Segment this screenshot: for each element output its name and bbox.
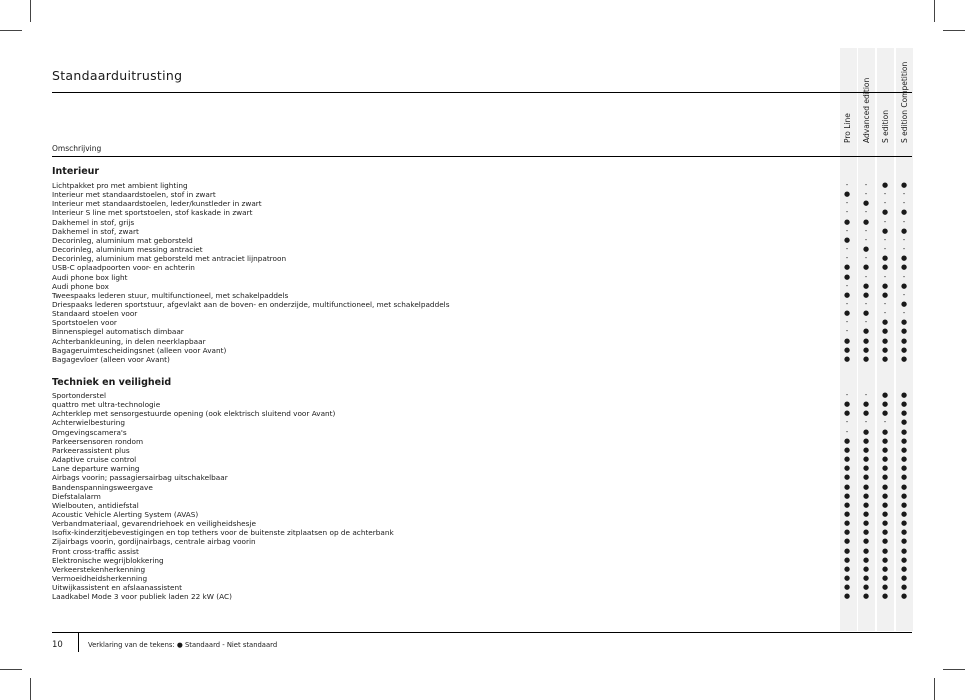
feature-label: Achterbankleuning, in delen neerklapbaar bbox=[52, 336, 206, 346]
standard-dot: ● bbox=[843, 272, 851, 281]
standard-dot: ● bbox=[862, 427, 870, 436]
standard-dot: ● bbox=[843, 400, 851, 409]
standard-dot: ● bbox=[881, 464, 889, 473]
standard-dot: ● bbox=[900, 400, 908, 409]
feature-label: Bandenspanningsweergave bbox=[52, 482, 153, 492]
standard-dot: ● bbox=[843, 473, 851, 482]
table-row bbox=[52, 400, 912, 409]
feature-label: Laadkabel Mode 3 voor publiek laden 22 kW (AC) bbox=[52, 592, 232, 602]
standard-dot: ● bbox=[900, 409, 908, 418]
not-standard-dash: - bbox=[883, 309, 887, 318]
table-row bbox=[52, 227, 912, 236]
standard-dot: ● bbox=[900, 537, 908, 546]
table-row bbox=[52, 592, 912, 601]
standard-dot: ● bbox=[843, 235, 851, 244]
standard-dot: ● bbox=[843, 336, 851, 345]
standard-dot: ● bbox=[862, 482, 870, 491]
crop-mark bbox=[943, 30, 965, 31]
standard-dot: ● bbox=[881, 181, 889, 189]
not-standard-dash: - bbox=[864, 235, 868, 244]
standard-dot: ● bbox=[881, 290, 889, 299]
table-row bbox=[52, 547, 912, 556]
standard-dot: ● bbox=[862, 509, 870, 518]
not-standard-dash: - bbox=[864, 208, 868, 217]
table-row bbox=[52, 391, 912, 400]
not-standard-dash: - bbox=[864, 272, 868, 281]
standard-dot: ● bbox=[843, 528, 851, 537]
feature-label: Verkeerstekenherkenning bbox=[52, 564, 146, 574]
standard-dot: ● bbox=[862, 345, 870, 354]
standard-dot: ● bbox=[862, 217, 870, 226]
standard-dot: ● bbox=[900, 418, 908, 427]
standard-dot: ● bbox=[862, 436, 870, 445]
not-standard-dash: - bbox=[845, 327, 849, 336]
standard-dot: ● bbox=[881, 318, 889, 327]
standard-dot: ● bbox=[900, 482, 908, 491]
not-standard-dash: - bbox=[845, 318, 849, 327]
not-standard-dash: - bbox=[883, 272, 887, 281]
feature-label: Interieur S line met sportstoelen, stof kaskade in zwart bbox=[52, 208, 253, 218]
table-row bbox=[52, 574, 912, 583]
table-row bbox=[52, 528, 912, 537]
feature-label: Decorinleg, aluminium mat geborsteld met antraciet lijnpatroon bbox=[52, 254, 287, 264]
standard-dot: ● bbox=[862, 455, 870, 464]
standard-dot: ● bbox=[843, 190, 851, 199]
standard-dot: ● bbox=[900, 299, 908, 308]
crop-mark bbox=[0, 30, 22, 31]
not-standard-dash: - bbox=[845, 254, 849, 263]
standard-dot: ● bbox=[843, 354, 851, 363]
standard-dot: ● bbox=[862, 464, 870, 473]
table-row bbox=[52, 556, 912, 565]
feature-label: Dakhemel in stof, zwart bbox=[52, 226, 139, 236]
not-standard-dash: - bbox=[845, 427, 849, 436]
standard-dot: ● bbox=[900, 509, 908, 518]
standard-dot: ● bbox=[881, 345, 889, 354]
not-standard-dash: - bbox=[883, 299, 887, 308]
feature-label: Tweespaaks lederen stuur, multifunctioneel, met schakelpaddels bbox=[52, 290, 289, 300]
standard-dot: ● bbox=[881, 537, 889, 546]
standard-dot: ● bbox=[881, 574, 889, 582]
not-standard-dash: - bbox=[845, 208, 849, 217]
standard-dot: ● bbox=[881, 583, 889, 592]
standard-dot: ● bbox=[843, 537, 851, 546]
feature-label: Audi phone box bbox=[52, 281, 109, 291]
page-number: 10 bbox=[52, 640, 63, 650]
standard-dot: ● bbox=[862, 519, 870, 528]
standard-dot: ● bbox=[843, 574, 851, 582]
standard-dot: ● bbox=[862, 199, 870, 208]
crop-mark bbox=[934, 0, 935, 22]
standard-dot: ● bbox=[900, 464, 908, 473]
table-row bbox=[52, 428, 912, 437]
feature-label: Parkeersensoren rondom bbox=[52, 436, 144, 446]
not-standard-dash: - bbox=[864, 190, 868, 199]
standard-dot: ● bbox=[900, 583, 908, 592]
table-row bbox=[52, 455, 912, 464]
standard-dot: ● bbox=[881, 281, 889, 290]
feature-label: Interieur met standaardstoelen, stof in zwart bbox=[52, 190, 216, 200]
feature-label: Elektronische wegrijblokkering bbox=[52, 555, 164, 565]
not-standard-dash: - bbox=[864, 254, 868, 263]
crop-mark bbox=[934, 678, 935, 700]
standard-dot: ● bbox=[881, 555, 889, 564]
not-standard-dash: - bbox=[864, 181, 868, 189]
standard-dot: ● bbox=[862, 327, 870, 336]
standard-dot: ● bbox=[900, 345, 908, 354]
standard-dot: ● bbox=[881, 546, 889, 555]
table-row bbox=[52, 273, 912, 282]
standard-dot: ● bbox=[862, 528, 870, 537]
standard-dot: ● bbox=[843, 564, 851, 573]
standard-dot: ● bbox=[900, 574, 908, 582]
table-row bbox=[52, 409, 912, 418]
standard-dot: ● bbox=[900, 564, 908, 573]
not-standard-dash: - bbox=[864, 391, 868, 399]
not-standard-dash: - bbox=[845, 181, 849, 189]
not-standard-dash: - bbox=[845, 245, 849, 254]
standard-dot: ● bbox=[881, 354, 889, 363]
standard-dot: ● bbox=[881, 427, 889, 436]
standard-dot: ● bbox=[881, 592, 889, 601]
crop-mark bbox=[943, 669, 965, 670]
description-header: Omschrijving bbox=[52, 144, 102, 153]
table-row bbox=[52, 418, 912, 427]
feature-label: Zijairbags voorin, gordijnairbags, centrale airbag voorin bbox=[52, 537, 256, 547]
standard-dot: ● bbox=[862, 354, 870, 363]
feature-label: Parkeerassistent plus bbox=[52, 445, 130, 455]
table-row bbox=[52, 309, 912, 318]
table-row bbox=[52, 492, 912, 501]
feature-label: Wielbouten, antidiefstal bbox=[52, 500, 139, 510]
not-standard-dash: - bbox=[864, 299, 868, 308]
standard-dot: ● bbox=[843, 409, 851, 418]
feature-label: USB-C oplaadpoorten voor- en achterin bbox=[52, 263, 195, 273]
table-row bbox=[52, 208, 912, 217]
feature-label: Isofix-kinderzitjebevestigingen en top tethers voor de buitenste zitplaatsen op de achterbank bbox=[52, 528, 394, 538]
column-header-advanced-edition: Advanced edition bbox=[862, 77, 871, 143]
table-row bbox=[52, 199, 912, 208]
standard-dot: ● bbox=[881, 400, 889, 409]
not-standard-dash: - bbox=[883, 199, 887, 208]
crop-mark bbox=[0, 669, 22, 670]
table-row bbox=[52, 437, 912, 446]
feature-label: Bagagevloer (alleen voor Avant) bbox=[52, 354, 170, 364]
standard-dot: ● bbox=[843, 592, 851, 601]
standard-dot: ● bbox=[881, 409, 889, 418]
standard-dot: ● bbox=[881, 336, 889, 345]
standard-dot: ● bbox=[862, 592, 870, 601]
standard-dot: ● bbox=[881, 509, 889, 518]
standard-dot: ● bbox=[843, 445, 851, 454]
footer-divider bbox=[78, 632, 79, 652]
table-row bbox=[52, 254, 912, 263]
table-row bbox=[52, 282, 912, 291]
legend-text: Verklaring van de tekens: ● Standaard - Niet standaard bbox=[88, 641, 278, 649]
feature-label: Acoustic Vehicle Alerting System (AVAS) bbox=[52, 509, 199, 519]
standard-dot: ● bbox=[881, 327, 889, 336]
standard-dot: ● bbox=[862, 555, 870, 564]
standard-dot: ● bbox=[862, 583, 870, 592]
not-standard-dash: - bbox=[864, 418, 868, 427]
not-standard-dash: - bbox=[845, 281, 849, 290]
standard-dot: ● bbox=[900, 528, 908, 537]
feature-label: Sportonderstel bbox=[52, 391, 106, 400]
standard-dot: ● bbox=[843, 555, 851, 564]
feature-label: Lane departure warning bbox=[52, 464, 140, 474]
standard-dot: ● bbox=[881, 473, 889, 482]
standard-dot: ● bbox=[900, 181, 908, 189]
standard-dot: ● bbox=[843, 583, 851, 592]
standard-dot: ● bbox=[881, 519, 889, 528]
table-row bbox=[52, 346, 912, 355]
standard-dot: ● bbox=[862, 445, 870, 454]
standard-dot: ● bbox=[900, 473, 908, 482]
standard-dot: ● bbox=[881, 436, 889, 445]
standard-dot: ● bbox=[881, 528, 889, 537]
feature-label: Lichtpakket pro met ambient lighting bbox=[52, 181, 188, 190]
table-row bbox=[52, 355, 912, 364]
table-row bbox=[52, 263, 912, 272]
feature-label: Binnenspiegel automatisch dimbaar bbox=[52, 327, 184, 337]
section-title: Techniek en veiligheid bbox=[52, 377, 172, 388]
standard-dot: ● bbox=[900, 555, 908, 564]
not-standard-dash: - bbox=[902, 217, 906, 226]
crop-mark bbox=[30, 0, 31, 22]
standard-dot: ● bbox=[881, 254, 889, 263]
standard-dot: ● bbox=[900, 281, 908, 290]
standard-dot: ● bbox=[900, 455, 908, 464]
not-standard-dash: - bbox=[902, 199, 906, 208]
standard-dot: ● bbox=[900, 519, 908, 528]
standard-dot: ● bbox=[862, 546, 870, 555]
not-standard-dash: - bbox=[864, 226, 868, 235]
standard-dot: ● bbox=[843, 546, 851, 555]
not-standard-dash: - bbox=[883, 245, 887, 254]
standard-dot: ● bbox=[900, 436, 908, 445]
standard-dot: ● bbox=[862, 500, 870, 509]
standard-dot: ● bbox=[843, 309, 851, 318]
table-row bbox=[52, 583, 912, 592]
table-row bbox=[52, 291, 912, 300]
not-standard-dash: - bbox=[902, 272, 906, 281]
standard-dot: ● bbox=[843, 263, 851, 272]
standard-dot: ● bbox=[862, 409, 870, 418]
standard-dot: ● bbox=[900, 254, 908, 263]
standard-dot: ● bbox=[881, 455, 889, 464]
standard-dot: ● bbox=[900, 445, 908, 454]
not-standard-dash: - bbox=[845, 391, 849, 399]
standard-dot: ● bbox=[843, 436, 851, 445]
feature-label: Achterklep met sensorgestuurde opening (ook elektrisch sluitend voor Avant) bbox=[52, 409, 336, 419]
standard-dot: ● bbox=[881, 482, 889, 491]
not-standard-dash: - bbox=[864, 318, 868, 327]
standard-dot: ● bbox=[862, 574, 870, 582]
standard-dot: ● bbox=[881, 226, 889, 235]
standard-dot: ● bbox=[900, 336, 908, 345]
standard-dot: ● bbox=[862, 491, 870, 500]
standard-dot: ● bbox=[900, 500, 908, 509]
standard-dot: ● bbox=[862, 473, 870, 482]
section-title: Interieur bbox=[52, 166, 100, 177]
feature-label: Standaard stoelen voor bbox=[52, 309, 138, 319]
feature-label: Sportstoelen voor bbox=[52, 318, 117, 328]
feature-label: Front cross-traffic assist bbox=[52, 546, 139, 556]
feature-label: Driespaaks lederen sportstuur, afgevlakt aan de boven- en onderzijde, multifunctioneel, met schakelpaddels bbox=[52, 299, 450, 309]
feature-label: Decorinleg, aluminium mat geborsteld bbox=[52, 235, 193, 245]
table-row bbox=[52, 501, 912, 510]
not-standard-dash: - bbox=[902, 235, 906, 244]
feature-label: Dakhemel in stof, grijs bbox=[52, 217, 135, 227]
table-row bbox=[52, 483, 912, 492]
standard-dot: ● bbox=[862, 290, 870, 299]
table-row bbox=[52, 190, 912, 199]
standard-dot: ● bbox=[843, 290, 851, 299]
table-row bbox=[52, 510, 912, 519]
feature-label: Verbandmateriaal, gevarendriehoek en veiligheidshesje bbox=[52, 519, 256, 529]
feature-label: Achterwielbesturing bbox=[52, 418, 126, 428]
feature-label: Bagageruimtescheidingsnet (alleen voor Avant) bbox=[52, 345, 227, 355]
standard-dot: ● bbox=[881, 445, 889, 454]
standard-dot: ● bbox=[881, 500, 889, 509]
table-row bbox=[52, 446, 912, 455]
title-rule bbox=[52, 92, 912, 93]
column-header-pro-line: Pro Line bbox=[843, 113, 852, 143]
standard-dot: ● bbox=[843, 519, 851, 528]
feature-label: Airbags voorin; passagiersairbag uitschakelbaar bbox=[52, 473, 228, 483]
standard-dot: ● bbox=[881, 391, 889, 399]
table-row bbox=[52, 245, 912, 254]
not-standard-dash: - bbox=[902, 309, 906, 318]
feature-label: Vermoeidheidsherkenning bbox=[52, 574, 148, 583]
page-title: Standaarduitrusting bbox=[52, 68, 183, 83]
standard-dot: ● bbox=[862, 564, 870, 573]
feature-label: Adaptive cruise control bbox=[52, 455, 137, 465]
standard-dot: ● bbox=[900, 327, 908, 336]
feature-label: Omgevingscamera's bbox=[52, 427, 127, 437]
standard-dot: ● bbox=[900, 226, 908, 235]
standard-dot: ● bbox=[900, 318, 908, 327]
feature-label: quattro met ultra-technologie bbox=[52, 400, 161, 410]
table-row bbox=[52, 519, 912, 528]
standard-dot: ● bbox=[862, 309, 870, 318]
standard-dot: ● bbox=[862, 400, 870, 409]
feature-label: Audi phone box light bbox=[52, 272, 128, 282]
feature-label: Interieur met standaardstoelen, leder/kunstleder in zwart bbox=[52, 199, 262, 209]
column-header-s-edition-competition: S edition Competition bbox=[900, 61, 909, 143]
not-standard-dash: - bbox=[883, 190, 887, 199]
not-standard-dash: - bbox=[883, 418, 887, 427]
standard-dot: ● bbox=[881, 208, 889, 217]
table-row bbox=[52, 300, 912, 309]
not-standard-dash: - bbox=[845, 418, 849, 427]
feature-label: Diefstalalarm bbox=[52, 491, 101, 501]
standard-dot: ● bbox=[843, 509, 851, 518]
standard-dot: ● bbox=[881, 263, 889, 272]
table-row bbox=[52, 337, 912, 346]
standard-dot: ● bbox=[881, 564, 889, 573]
standard-dot: ● bbox=[900, 546, 908, 555]
standard-dot: ● bbox=[862, 245, 870, 254]
standard-dot: ● bbox=[900, 208, 908, 217]
standard-dot: ● bbox=[900, 427, 908, 436]
standard-dot: ● bbox=[862, 263, 870, 272]
standard-dot: ● bbox=[843, 345, 851, 354]
feature-label: Uitwijkassistent en afslaanassistent bbox=[52, 583, 183, 593]
table-row bbox=[52, 473, 912, 482]
footer-rule bbox=[52, 632, 912, 633]
not-standard-dash: - bbox=[902, 245, 906, 254]
standard-dot: ● bbox=[900, 391, 908, 399]
not-standard-dash: - bbox=[902, 290, 906, 299]
standard-dot: ● bbox=[843, 455, 851, 464]
standard-dot: ● bbox=[900, 354, 908, 363]
not-standard-dash: - bbox=[845, 226, 849, 235]
not-standard-dash: - bbox=[845, 199, 849, 208]
not-standard-dash: - bbox=[883, 217, 887, 226]
column-header-s-edition: S edition bbox=[881, 110, 890, 143]
table-row bbox=[52, 318, 912, 327]
table-row bbox=[52, 537, 912, 546]
standard-dot: ● bbox=[900, 491, 908, 500]
table-row bbox=[52, 565, 912, 574]
standard-dot: ● bbox=[862, 281, 870, 290]
standard-dot: ● bbox=[881, 491, 889, 500]
table-row bbox=[52, 464, 912, 473]
table-row bbox=[52, 236, 912, 245]
standard-dot: ● bbox=[900, 263, 908, 272]
standard-dot: ● bbox=[843, 217, 851, 226]
standard-dot: ● bbox=[843, 482, 851, 491]
not-standard-dash: - bbox=[902, 190, 906, 199]
crop-mark bbox=[30, 678, 31, 700]
standard-dot: ● bbox=[843, 464, 851, 473]
table-row bbox=[52, 181, 912, 190]
standard-dot: ● bbox=[900, 592, 908, 601]
standard-dot: ● bbox=[862, 537, 870, 546]
header-rule bbox=[52, 156, 912, 157]
not-standard-dash: - bbox=[883, 235, 887, 244]
standard-dot: ● bbox=[843, 491, 851, 500]
table-row bbox=[52, 218, 912, 227]
feature-label: Decorinleg, aluminium messing antraciet bbox=[52, 245, 203, 255]
standard-dot: ● bbox=[843, 500, 851, 509]
not-standard-dash: - bbox=[845, 299, 849, 308]
table-row bbox=[52, 327, 912, 336]
standard-dot: ● bbox=[862, 336, 870, 345]
